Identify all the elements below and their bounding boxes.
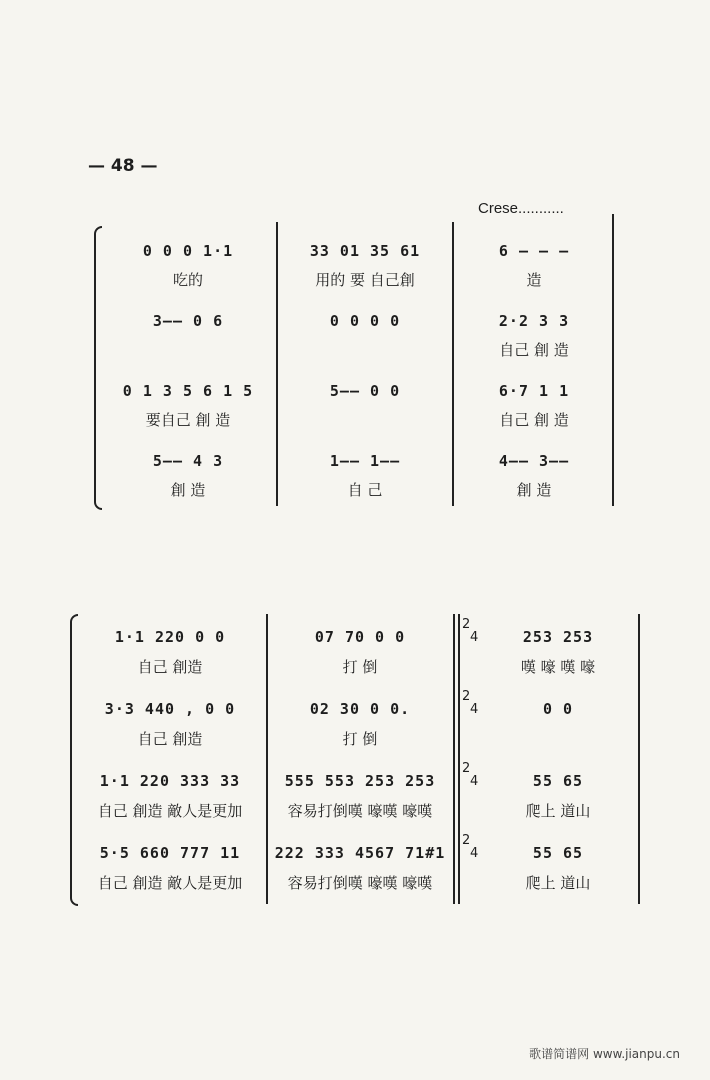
barline [638,614,640,904]
final-barline [612,214,614,506]
notation-measure: 6 — — — [498,242,570,260]
lyric-measure: 嘆 嚎 嘆 嚎 [520,657,596,676]
lyric-measure: 自己 創造 [137,657,203,676]
notation-measure: 6·7 1 1 [498,382,570,400]
lyric-measure: 容易打倒嘆 嚎嘆 嚎嘆 [287,801,433,820]
lyric-measure: 用的 要 自己創 [315,270,415,289]
notation-measure: 3·3 440 , 0 0 [104,700,236,718]
notation-measure: 555 553 253 253 [284,772,436,790]
lyric-measure: 自己 創造 敵人是更加 [97,873,243,892]
lyric-measure: 容易打倒嘆 嚎嘆 嚎嘆 [287,873,433,892]
barline [453,614,455,904]
lyric-measure [282,333,448,365]
time-signature-top: 2 [462,761,471,776]
notation-measure: 0 0 0 0 [329,312,401,330]
notation-measure: 07 70 0 0 [314,628,406,646]
lyric-measure: 自己 創造 敵人是更加 [97,801,243,820]
lyric-measure: 打 倒 [342,657,378,676]
barline [452,222,454,506]
time-signature-top: 2 [462,833,471,848]
notation-measure: 1—— 1—— [329,452,401,470]
lyric-measure [282,403,448,435]
lyric-measure [480,722,636,754]
lyric-measure: 自己 創 造 [499,410,569,429]
barline [266,614,268,904]
time-signature [462,618,478,644]
notation-measure: 222 333 4567 71#1 [274,844,446,862]
lyric-measure: 自己 創 造 [499,340,569,359]
notation-measure: 0 0 [542,700,574,718]
time-signature-bottom: 4 [470,702,479,717]
page-number: — 48 — [88,156,158,176]
lyric-measure: 自 己 [347,480,383,499]
notation-measure: 55 65 [532,772,584,790]
barline [276,222,278,506]
time-signature-top: 2 [462,689,471,704]
time-signature [462,762,478,788]
lyric-measure: 吃的 [172,270,203,289]
notation-measure: 5—— 0 0 [329,382,401,400]
lyric-measure: 自己 創造 [137,729,203,748]
notation-measure: 0 1 3 5 6 1 5 [122,382,254,400]
notation-measure: 1·1 220 0 0 [114,628,226,646]
notation-measure: 5·5 660 777 11 [99,844,241,862]
lyric-measure: 要自己 創 造 [145,410,231,429]
notation-measure: 2·2 3 3 [498,312,570,330]
time-signature [462,690,478,716]
notation-measure: 253 253 [522,628,594,646]
lyric-measure: 爬上 道山 [525,801,591,820]
lyric-measure: 打 倒 [342,729,378,748]
time-signature-top: 2 [462,617,471,632]
notation-measure: 5—— 4 3 [152,452,224,470]
time-signature-bottom: 4 [470,846,479,861]
notation-measure: 55 65 [532,844,584,862]
barline [458,614,460,904]
time-signature-bottom: 4 [470,630,479,645]
notation-measure: 3—— 0 6 [152,312,224,330]
lyric-measure: 創 造 [170,480,206,499]
lyric-measure: 創 造 [516,480,552,499]
time-signature-bottom: 4 [470,774,479,789]
notation-measure: 4—— 3—— [498,452,570,470]
crescendo-mark: Crese........... [478,200,564,217]
time-signature [462,834,478,860]
site-watermark: 歌谱简谱网 www.jianpu.cn [529,1047,680,1061]
lyric-measure [104,333,272,365]
notation-measure: 0 0 0 1·1 [142,242,234,260]
lyric-measure: 造 [526,270,542,289]
lyric-measure: 爬上 道山 [525,873,591,892]
notation-measure: 33 01 35 61 [309,242,421,260]
notation-measure: 1·1 220 333 33 [99,772,241,790]
notation-measure: 02 30 0 0. [309,700,411,718]
system-brace [94,226,102,510]
